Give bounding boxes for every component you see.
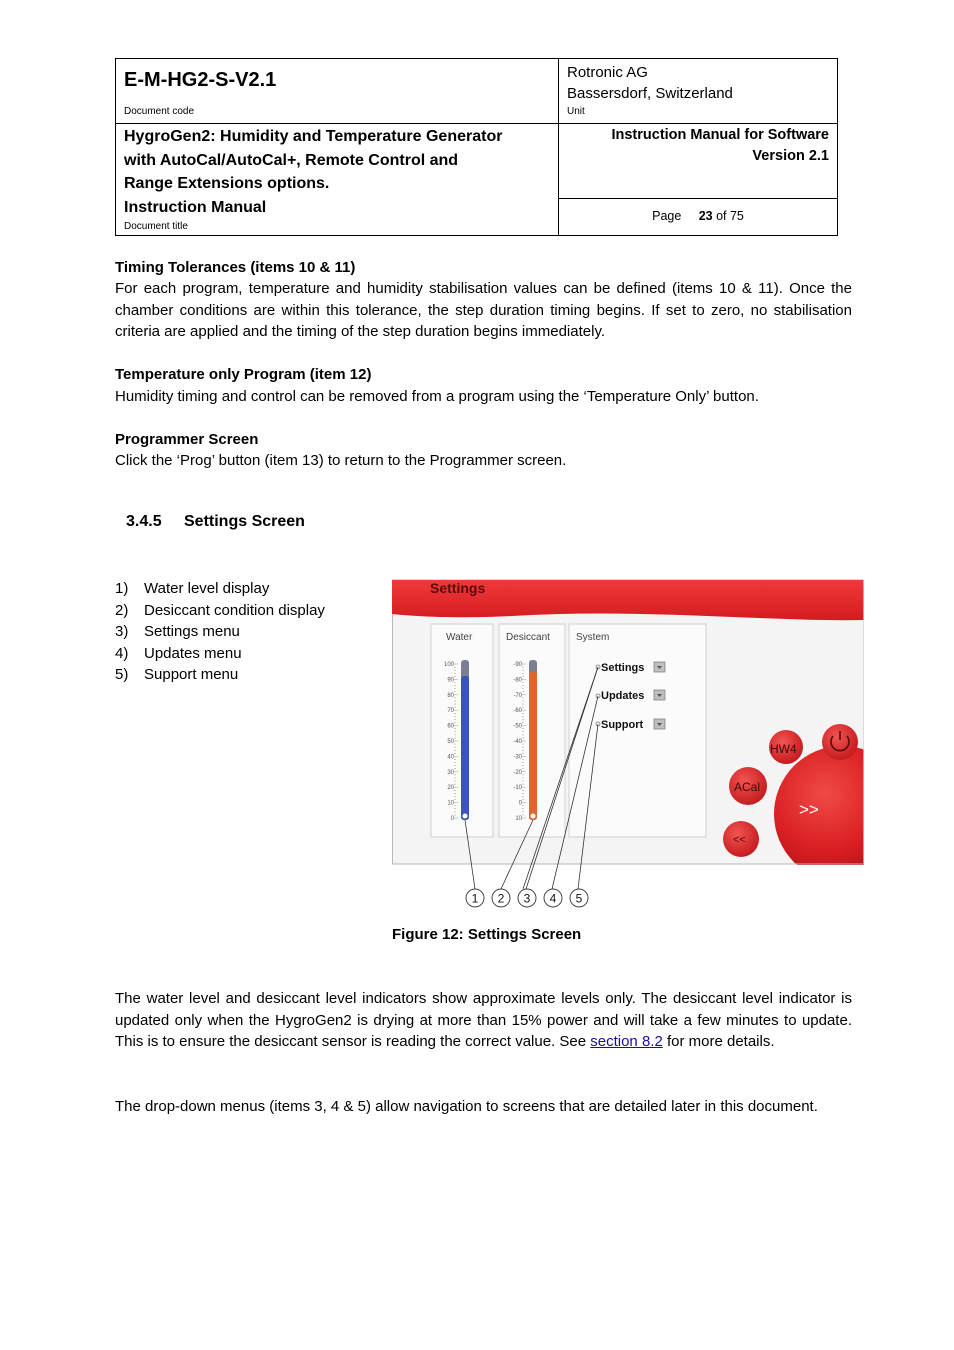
- water-gauge-knob: [463, 814, 468, 819]
- water-tick-label: 30: [447, 769, 454, 776]
- dropdown-paragraph: The drop-down menus (items 3, 4 & 5) allow navigation to screens that are detailed later in this document.: [115, 1098, 818, 1115]
- callout-4-label: 4: [549, 891, 557, 906]
- list-item-label: Support menu: [144, 666, 239, 683]
- timing-body: For each program, temperature and humidity stabilisation values can be defined (items 10 & 11). Once the chamber conditions are within this tolerance, the step duration timing begins. If set to zero, no stabilisation criteria are applied and the timing of the step duration begins immediately.: [115, 280, 852, 340]
- list-item: [115, 621, 325, 643]
- desiccant-tick-label: -40: [513, 739, 522, 745]
- list-item: [115, 578, 325, 600]
- list-item-number: 1): [115, 580, 129, 597]
- levels-paragraph-tail: for more details.: [662, 1033, 775, 1050]
- desiccant-tick-label: -20: [513, 769, 522, 776]
- water-gauge-fill: [461, 676, 469, 820]
- document-code-label: Document code: [124, 106, 195, 117]
- desiccant-tick-label: 0: [518, 800, 522, 807]
- callout-4: [544, 889, 562, 907]
- water-tick-label: 20: [447, 785, 454, 792]
- desiccant-gauge-knob: [531, 814, 536, 819]
- water-tick-label: 50: [447, 739, 454, 745]
- water-tick-label: 100: [443, 662, 454, 668]
- acal-button-label[interactable]: ACal: [734, 780, 761, 794]
- power-button[interactable]: [822, 724, 858, 760]
- document-title-line: with AutoCal/AutoCal+, Remote Control and: [124, 151, 459, 169]
- water-tick-label: 60: [447, 723, 454, 730]
- callout-1: [466, 889, 484, 907]
- page-info: [558, 209, 838, 223]
- water-tick-label: 70: [447, 708, 454, 715]
- item-list: [115, 578, 325, 686]
- support-menu-label[interactable]: Support: [601, 719, 644, 731]
- manual-version: Version 2.1: [752, 148, 829, 164]
- document-title-line: Range Extensions options.: [124, 175, 330, 192]
- list-item-label: Water level display: [144, 580, 270, 597]
- list-item: [115, 643, 325, 665]
- document-title: [124, 125, 554, 219]
- page-number: 23: [698, 209, 713, 223]
- temp-only-heading: Temperature only Program (item 12): [115, 366, 372, 383]
- settings-screen-figure: [392, 578, 864, 913]
- callout-2: [492, 889, 510, 907]
- acal-button[interactable]: [729, 767, 767, 805]
- desiccant-tick-label: -60: [513, 708, 522, 715]
- manual-type-line: Instruction Manual for Software: [611, 127, 829, 143]
- company-block: [567, 62, 733, 104]
- list-item-number: 5): [115, 666, 129, 683]
- next-button-label[interactable]: >>: [799, 800, 819, 819]
- callout-5-label: 5: [575, 891, 583, 906]
- desiccant-tick-label: -50: [513, 723, 522, 730]
- page-total: of 75: [716, 209, 744, 223]
- list-item-label: Settings menu: [144, 623, 240, 640]
- list-item: [115, 664, 325, 686]
- manual-type: [567, 125, 829, 167]
- programmer-heading: Programmer Screen: [115, 431, 259, 448]
- screen-title: Settings: [430, 580, 486, 596]
- callout-3-label: 3: [523, 891, 531, 906]
- hw4-button[interactable]: [769, 730, 803, 764]
- unit-label: Unit: [567, 106, 585, 117]
- section-number: 3.4.5: [126, 513, 162, 530]
- system-label: System: [576, 632, 610, 643]
- page-label: Page: [652, 209, 682, 223]
- support-menu[interactable]: [596, 719, 665, 731]
- company-location: Bassersdorf, Switzerland: [567, 85, 733, 102]
- water-tick-label: 10: [447, 800, 454, 807]
- updates-menu[interactable]: [596, 690, 665, 702]
- list-item-number: 2): [115, 601, 129, 619]
- section-title: Settings Screen: [184, 513, 305, 530]
- water-label: Water: [446, 632, 473, 643]
- desiccant-tick-label: -80: [513, 677, 522, 684]
- prev-button[interactable]: [723, 821, 759, 857]
- list-item-number: 3): [115, 623, 129, 640]
- callout-1-label: 1: [471, 891, 479, 906]
- company-name: Rotronic AG: [567, 64, 648, 81]
- section-heading: [126, 513, 305, 531]
- document-code: E-M-HG2-S-V2.1: [124, 69, 277, 91]
- desiccant-tick-label: -90: [513, 662, 522, 668]
- hw4-button-label[interactable]: HW4: [770, 742, 797, 756]
- figure-caption: Figure 12: Settings Screen: [392, 926, 582, 943]
- document-header: [115, 58, 838, 236]
- list-item-label: Desiccant condition display: [144, 601, 325, 619]
- desiccant-gauge-fill: [529, 671, 537, 820]
- prev-button-label[interactable]: <<: [733, 834, 746, 846]
- levels-paragraph-text: The water level and desiccant level indicators show approximate levels only. The desiccant level indicator is updated only when the HygroGen2 is drying at more than 15% power and will take a few minutes to update. This is to ensure the desiccant sensor is reading the correct value. See: [115, 990, 852, 1050]
- callout-5: [570, 889, 588, 907]
- temp-only-body: Humidity timing and control can be removed from a program using the ‘Temperature Only’ button.: [115, 388, 759, 405]
- document-title-line: Instruction Manual: [124, 198, 267, 216]
- desiccant-tick-label: -10: [513, 785, 522, 792]
- document-title-label: Document title: [124, 221, 188, 232]
- water-tick-label: 80: [447, 692, 454, 699]
- water-tick-label: 40: [447, 754, 454, 761]
- updates-menu-label[interactable]: Updates: [601, 690, 645, 702]
- levels-paragraph: [115, 988, 852, 1053]
- callout-2-label: 2: [497, 891, 505, 906]
- section-8-2-link[interactable]: section 8.2: [590, 1033, 663, 1050]
- document-title-line: HygroGen2: Humidity and Temperature Generator: [124, 128, 503, 145]
- settings-menu-label[interactable]: Settings: [601, 662, 645, 674]
- programmer-body: Click the ‘Prog’ button (item 13) to return to the Programmer screen.: [115, 452, 567, 469]
- water-tick-label: 90: [447, 677, 454, 684]
- desiccant-tick-label: -30: [513, 754, 522, 761]
- settings-menu[interactable]: [596, 662, 665, 674]
- desiccant-label: Desiccant: [506, 632, 550, 643]
- water-tick-label: 0: [450, 816, 454, 822]
- timing-heading: Timing Tolerances (items 10 & 11): [115, 259, 356, 276]
- callout-3: [518, 889, 536, 907]
- list-item-label: Updates menu: [144, 644, 242, 662]
- desiccant-tick-label: 10: [515, 816, 522, 822]
- desiccant-tick-label: -70: [513, 692, 522, 699]
- list-item: [115, 600, 325, 622]
- list-item-number: 4): [115, 644, 129, 662]
